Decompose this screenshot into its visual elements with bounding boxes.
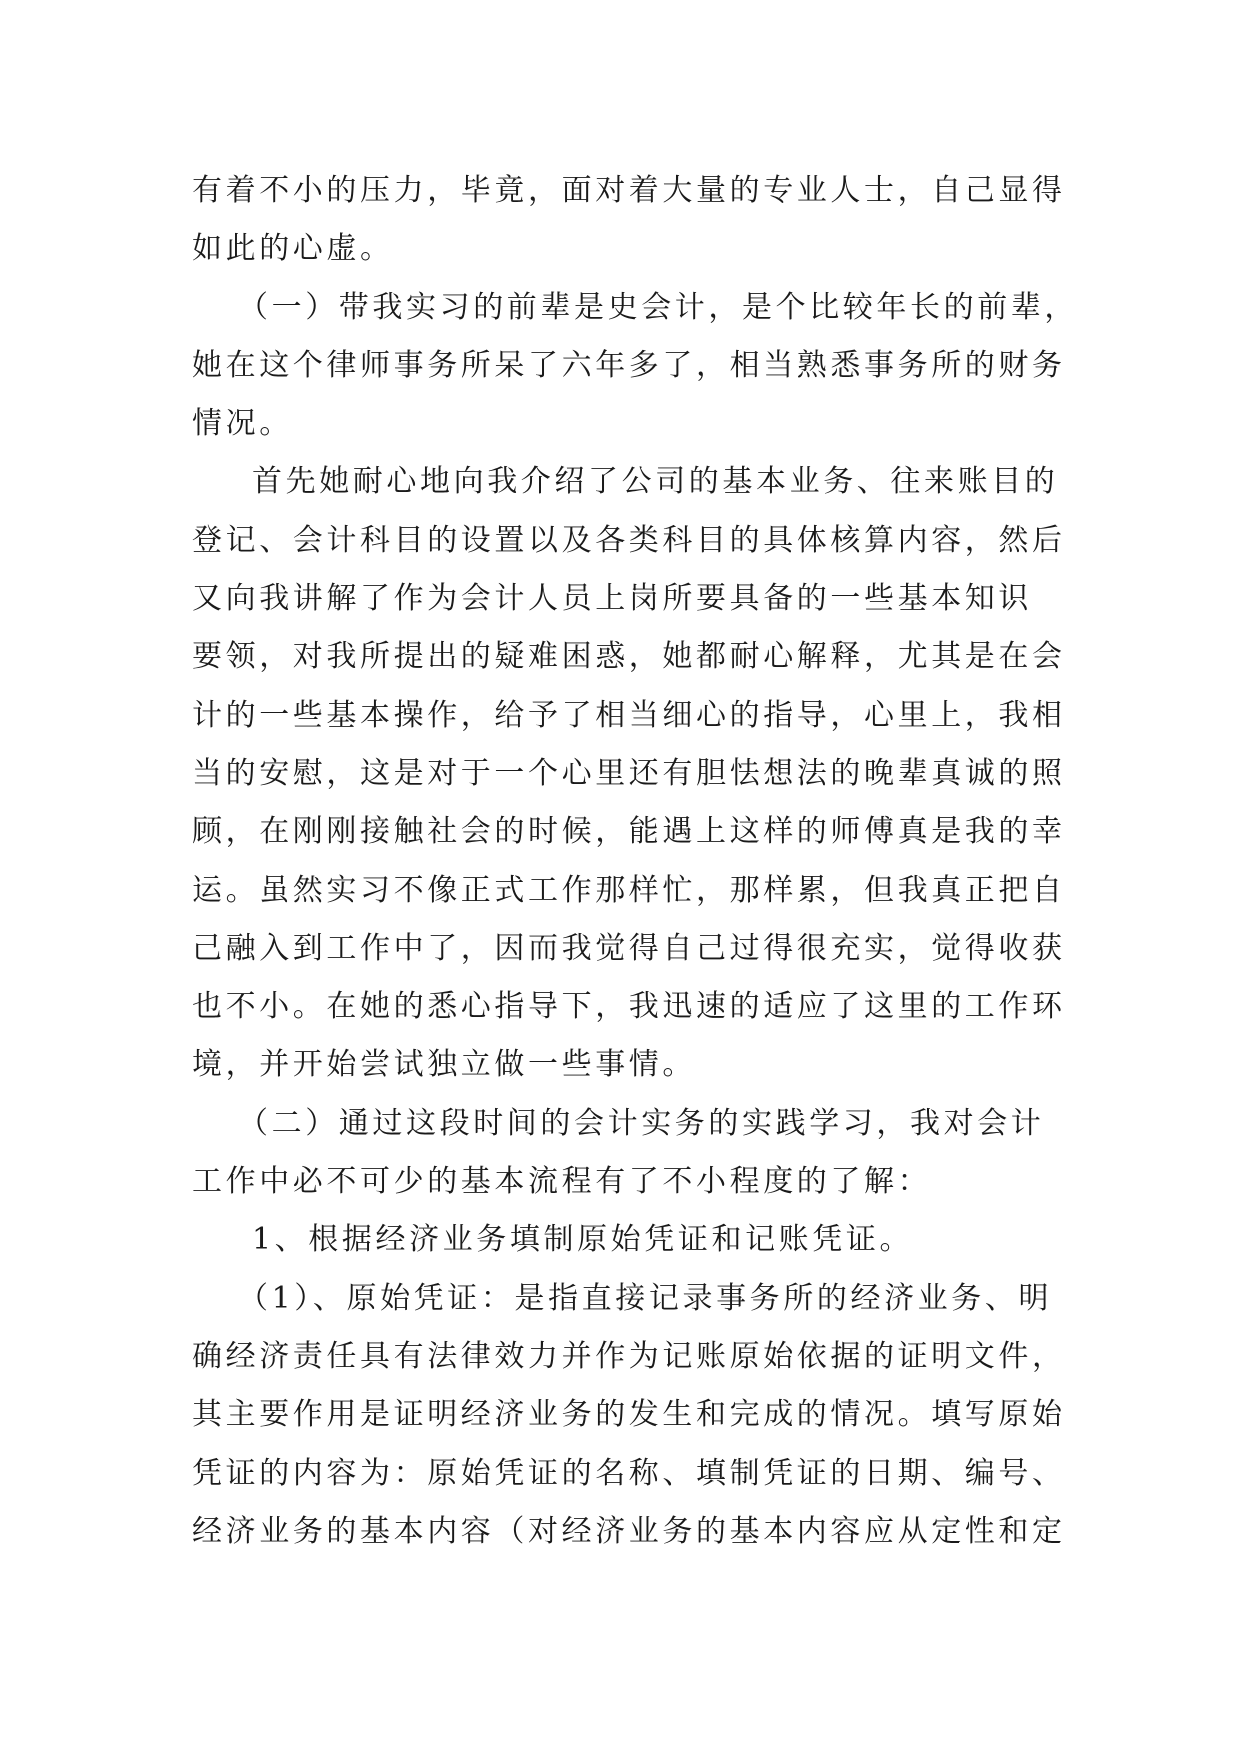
text-line: 登记、会计科目的设置以及各类科目的具体核算内容，然后 bbox=[192, 522, 1066, 558]
text-line: 凭证的内容为：原始凭证的名称、填制凭证的日期、编号、 bbox=[192, 1455, 1066, 1491]
text-line: 顾，在刚刚接触社会的时候，能遇上这样的师傅真是我的幸 bbox=[192, 814, 1066, 850]
text-line: 又向我讲解了作为会计人员上岗所要具备的一些基本知识 bbox=[192, 581, 1032, 617]
text-line: 工作中必不可少的基本流程有了不小程度的了解： bbox=[192, 1164, 932, 1200]
document-body bbox=[192, 162, 1078, 1561]
text-line: 情况。 bbox=[192, 406, 293, 442]
text-line: 也不小。在她的悉心指导下，我迅速的适应了这里的工作环 bbox=[192, 989, 1066, 1025]
text-line: 境，并开始尝试独立做一些事情。 bbox=[192, 1047, 696, 1083]
text-line: 她在这个律师事务所呆了六年多了，相当熟悉事务所的财务 bbox=[192, 347, 1066, 383]
text-line: 当的安慰，这是对于一个心里还有胆怯想法的晚辈真诚的照 bbox=[192, 755, 1066, 791]
paragraph-start-line: 首先她耐心地向我介绍了公司的基本业务、往来账目的 bbox=[252, 464, 1059, 500]
text-line: 己融入到工作中了，因而我觉得自己过得很充实，觉得收获 bbox=[192, 930, 1066, 966]
text-line: 经济业务的基本内容（对经济业务的基本内容应从定性和定 bbox=[192, 1513, 1066, 1549]
paragraph-start-line: （1）、原始凭证：是指直接记录事务所的经济业务、明 bbox=[238, 1280, 1053, 1316]
paragraph-start-line: （一）带我实习的前辈是史会计，是个比较年长的前辈， bbox=[238, 289, 1078, 325]
paragraph-start-line: （二）通过这段时间的会计实务的实践学习，我对会计 bbox=[238, 1105, 1045, 1141]
text-line: 有着不小的压力，毕竟，面对着大量的专业人士，自己显得 bbox=[192, 173, 1066, 208]
text-line: 计的一些基本操作，给予了相当细心的指导，心里上，我相 bbox=[192, 697, 1066, 733]
text-line: 要领，对我所提出的疑难困惑，她都耐心解释，尤其是在会 bbox=[192, 639, 1066, 675]
paragraph-start-line: 1、根据经济业务填制原始凭证和记账凭证。 bbox=[252, 1222, 914, 1258]
text-line: 如此的心虚。 bbox=[192, 231, 394, 267]
text-line: 确经济责任具有法律效力并作为记账原始依据的证明文件， bbox=[192, 1338, 1066, 1374]
text-line: 运。虽然实习不像正式工作那样忙，那样累，但我真正把自 bbox=[192, 872, 1066, 908]
text-line: 其主要作用是证明经济业务的发生和完成的情况。填写原始 bbox=[192, 1397, 1066, 1433]
